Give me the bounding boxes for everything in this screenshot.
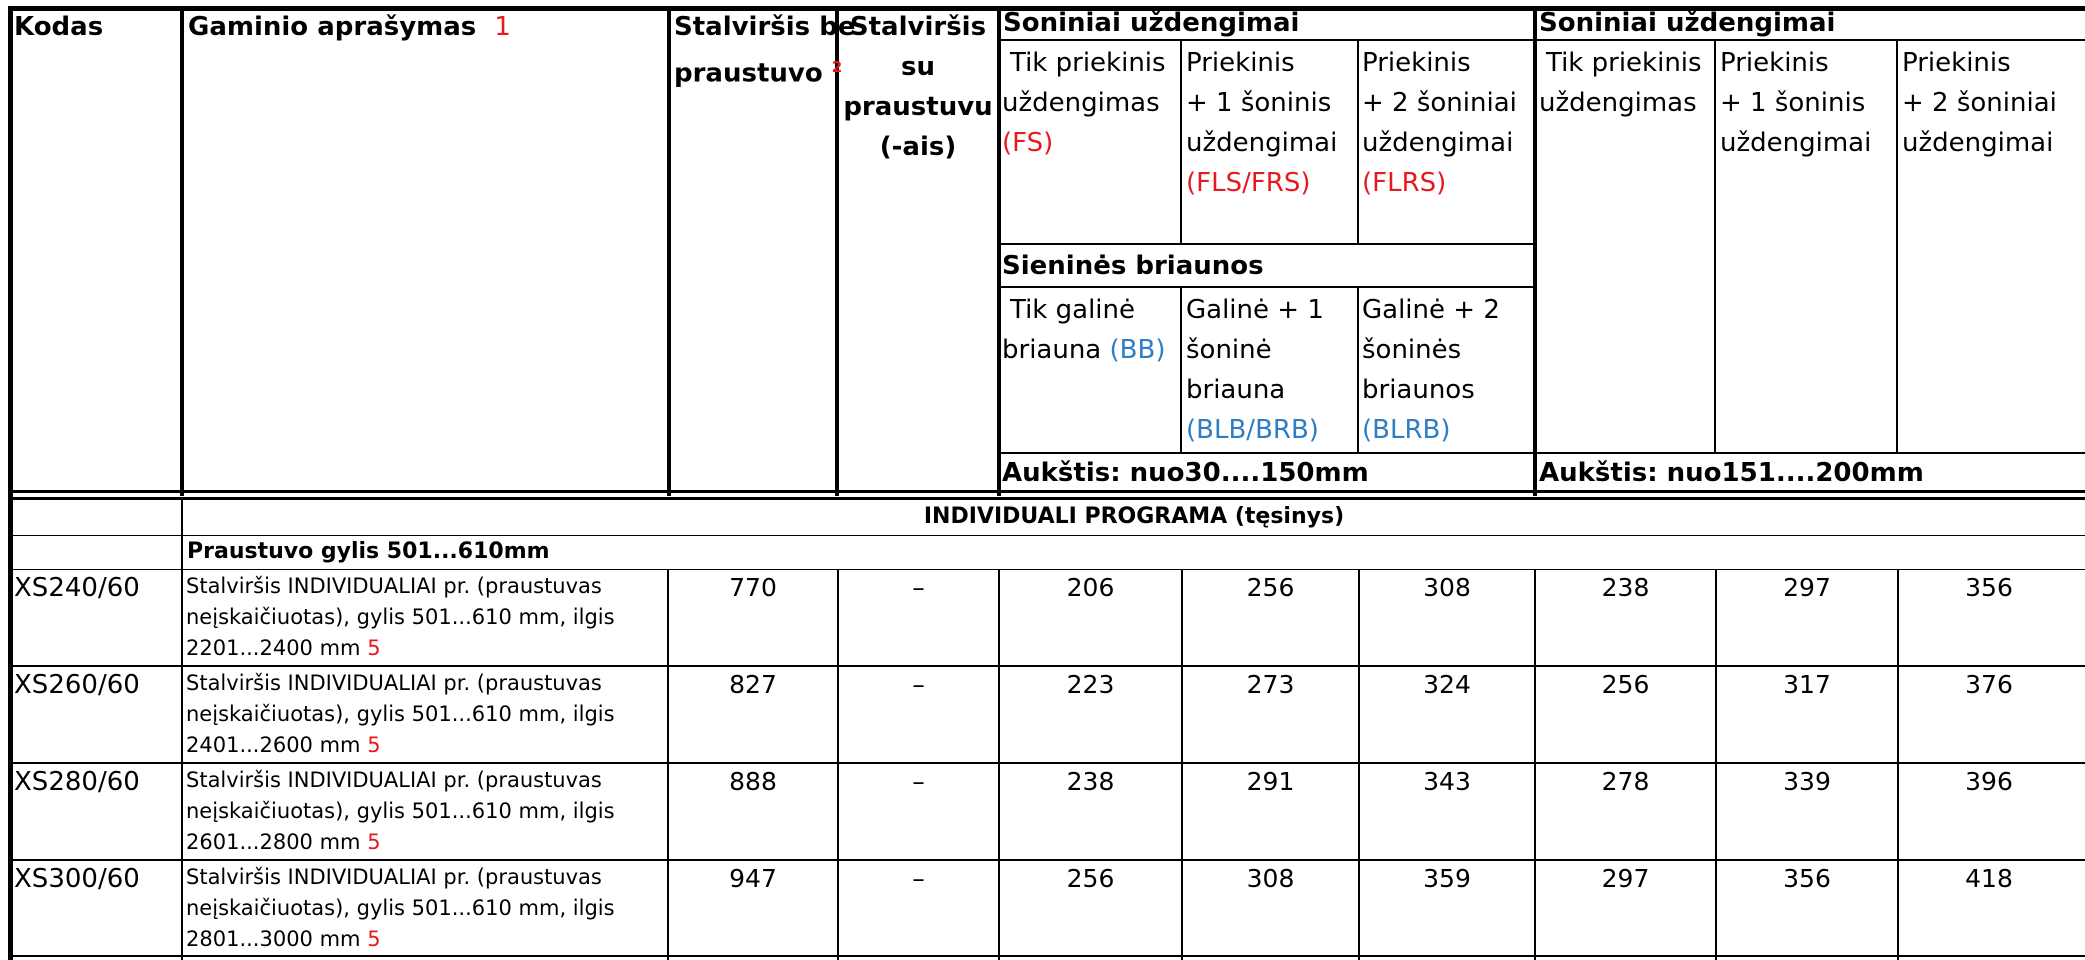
col-sep-1: [180, 6, 184, 496]
header-be-ref: 2: [831, 58, 843, 76]
row-2-code: XS260/60: [14, 670, 140, 700]
row-4-v6: 418: [1965, 864, 2013, 893]
header-su-line2: su: [901, 52, 935, 82]
row-3-v3: 343: [1423, 767, 1471, 796]
row-2-desc-2: neįskaičiuotas), gylis 501...610 mm, ilgis: [186, 702, 615, 726]
col-sep-6a: [1180, 40, 1182, 245]
header-su-line1: Stalviršis: [849, 12, 987, 42]
row-4-v2: 308: [1246, 864, 1295, 893]
header-be-line2: [674, 47, 842, 94]
row-3-ref: 5: [367, 830, 381, 854]
row-2-v3: 324: [1423, 670, 1471, 699]
row-3-desc-2: neįskaičiuotas), gylis 501...610 mm, ilgis: [186, 799, 615, 823]
row-3-desc-3: [186, 827, 381, 858]
header-gaminio-label: Gaminio aprašymas: [188, 12, 477, 42]
row-1-code: XS240/60: [14, 573, 140, 603]
header-be-line1: Stalviršis be: [674, 12, 856, 42]
border-left: [8, 6, 13, 960]
group-a-c1-l2: uždengimas: [1002, 88, 1160, 118]
group-b-c1-code: (BB): [1109, 335, 1166, 365]
row-1-desc-3-text: 2201...2400 mm: [186, 636, 361, 660]
row-2-v1: 223: [1066, 670, 1115, 699]
aukstis-b: Aukštis: nuo151....200mm: [1539, 458, 1924, 488]
row-1-v1: 206: [1066, 573, 1115, 602]
group-a-c2-code: (FLS/FRS): [1186, 168, 1311, 198]
row-1-desc-3: [186, 633, 381, 664]
row-4-code: XS300/60: [14, 864, 140, 894]
row-sep-3: [8, 859, 2085, 861]
group-b-c3-l3: briaunos: [1362, 375, 1475, 405]
header-gaminio-ref: 1: [494, 12, 511, 42]
row-4-ref: 5: [367, 927, 381, 951]
group-a-c2-l2: + 1 šoninis: [1186, 88, 1332, 118]
header-be-label: praustuvo: [674, 58, 823, 89]
row-2-desc-1: Stalviršis INDIVIDUALIAI pr. (praustuvas: [186, 671, 602, 695]
header-soniniai-a: Šoniniai uždengimai: [1003, 8, 1300, 38]
row-1-v4: 238: [1601, 573, 1650, 602]
row-1-su: –: [912, 573, 925, 602]
row-4-v5: 356: [1783, 864, 1831, 893]
group-a-c1-code: (FS): [1002, 128, 1054, 158]
col-sep-4: [997, 6, 1001, 496]
row-2-be: 827: [729, 670, 777, 699]
row-4-v1: 256: [1066, 864, 1115, 893]
subsection-title: Praustuvo gylis 501...610mm: [187, 539, 550, 564]
row-3-v1: 238: [1066, 767, 1115, 796]
header-su-line4: (-ais): [879, 132, 957, 162]
group-b-c1-l1: Tik galinė: [1010, 295, 1135, 325]
col-sep-2: [667, 6, 671, 496]
col-sep-7a: [1357, 40, 1359, 245]
group-c-c2-l3: uždengimai: [1720, 128, 1872, 158]
group-b-c3-l1: Galinė + 2: [1362, 295, 1500, 325]
row-1-v3: 308: [1423, 573, 1471, 602]
group-c-c3-l3: uždengimai: [1902, 128, 2054, 158]
row-2-v2: 273: [1246, 670, 1295, 699]
group-a-c2-l1: Priekinis: [1186, 48, 1295, 78]
group-c-c1-l2: uždengimas: [1539, 88, 1697, 118]
header-su-line3: praustuvu: [843, 92, 993, 122]
group-c-c2-l1: Priekinis: [1720, 48, 1829, 78]
aukstis-a: Aukštis: nuo30....150mm: [1002, 458, 1369, 488]
row-2-desc-3: [186, 730, 381, 761]
row-1-v6: 356: [1965, 573, 2013, 602]
body-sep-1: [181, 569, 183, 960]
group-a-c3-l3: uždengimai: [1362, 128, 1514, 158]
hline-sienines: [997, 286, 1535, 288]
col-sep-9: [1896, 40, 1898, 454]
header-soniniai-b: Šoniniai uždengimai: [1539, 8, 1836, 38]
row-3-v2: 291: [1246, 767, 1295, 796]
header-gaminio: [188, 7, 511, 47]
row-1-v2: 256: [1246, 573, 1295, 602]
group-a-c1-l1: Tik priekinis: [1010, 48, 1166, 78]
row-1-v5: 297: [1783, 573, 1831, 602]
row-4-desc-2: neįskaičiuotas), gylis 501...610 mm, ilgis: [186, 896, 615, 920]
row-2-desc-3-text: 2401...2600 mm: [186, 733, 361, 757]
group-b-c3-l2: šoninės: [1362, 335, 1462, 365]
group-c-c3-l2: + 2 šoniniai: [1902, 88, 2057, 118]
col-sep-8: [1714, 40, 1716, 454]
group-b-c2-l2: šoninė: [1186, 335, 1272, 365]
row-1-desc-2: neįskaičiuotas), gylis 501...610 mm, ilgis: [186, 605, 615, 629]
row-3-v4: 278: [1601, 767, 1650, 796]
group-b-c2-l3: briauna: [1186, 375, 1286, 405]
group-b-c2-code: (BLB/BRB): [1186, 415, 1319, 445]
group-b-c2-l1: Galinė + 1: [1186, 295, 1324, 325]
row-3-desc-3-text: 2601...2800 mm: [186, 830, 361, 854]
row-2-su: –: [912, 670, 925, 699]
group-c-c1-l1: Tik priekinis: [1546, 48, 1702, 78]
row-3-desc-1: Stalviršis INDIVIDUALIAI pr. (praustuvas: [186, 768, 602, 792]
row-2-v5: 317: [1783, 670, 1831, 699]
col-sep-6b: [1180, 288, 1182, 454]
group-c-c3-l1: Priekinis: [1902, 48, 2011, 78]
group-a-c3-code: (FLRS): [1362, 168, 1447, 198]
group-a-c3-l2: + 2 šoniniai: [1362, 88, 1517, 118]
hline-group-a: [997, 243, 1535, 245]
row-4-desc-1: Stalviršis INDIVIDUALIAI pr. (praustuvas: [186, 865, 602, 889]
row-4-desc-3: [186, 924, 381, 955]
header-sienines: Sieninės briaunos: [1002, 251, 1264, 281]
row-sep-1: [8, 665, 2085, 667]
row-3-v6: 396: [1965, 767, 2013, 796]
group-c-c2-l2: + 1 šoninis: [1720, 88, 1866, 118]
group-a-c3-l1: Priekinis: [1362, 48, 1471, 78]
row-4-desc-3-text: 2801...3000 mm: [186, 927, 361, 951]
row-4-v3: 359: [1423, 864, 1471, 893]
row-2-ref: 5: [367, 733, 381, 757]
row-4-be: 947: [729, 864, 777, 893]
row-1-desc-1: Stalviršis INDIVIDUALIAI pr. (praustuvas: [186, 574, 602, 598]
group-b-c1-l2: [1002, 330, 1165, 370]
group-b-c3-code: (BLRB): [1362, 415, 1451, 445]
col-sep-5: [1533, 6, 1537, 496]
header-kodas: Kodas: [14, 12, 104, 42]
group-a-c2-l3: uždengimai: [1186, 128, 1338, 158]
hline-subsection: [8, 569, 2085, 570]
row-3-v5: 339: [1783, 767, 1831, 796]
section-title: INDIVIDUALI PROGRAMA (tęsinys): [923, 504, 1345, 529]
row-4-v4: 297: [1601, 864, 1650, 893]
row-sep-2: [8, 762, 2085, 764]
group-b-c1-label: briauna: [1002, 335, 1102, 365]
row-4-su: –: [912, 864, 925, 893]
row-3-code: XS280/60: [14, 767, 140, 797]
row-2-v6: 376: [1965, 670, 2013, 699]
row-2-v4: 256: [1601, 670, 1650, 699]
row-3-su: –: [912, 767, 925, 796]
col-sep-7b: [1357, 288, 1359, 454]
row-sep-4: [8, 955, 2085, 957]
row-1-be: 770: [729, 573, 777, 602]
row-1-ref: 5: [367, 636, 381, 660]
row-3-be: 888: [729, 767, 777, 796]
